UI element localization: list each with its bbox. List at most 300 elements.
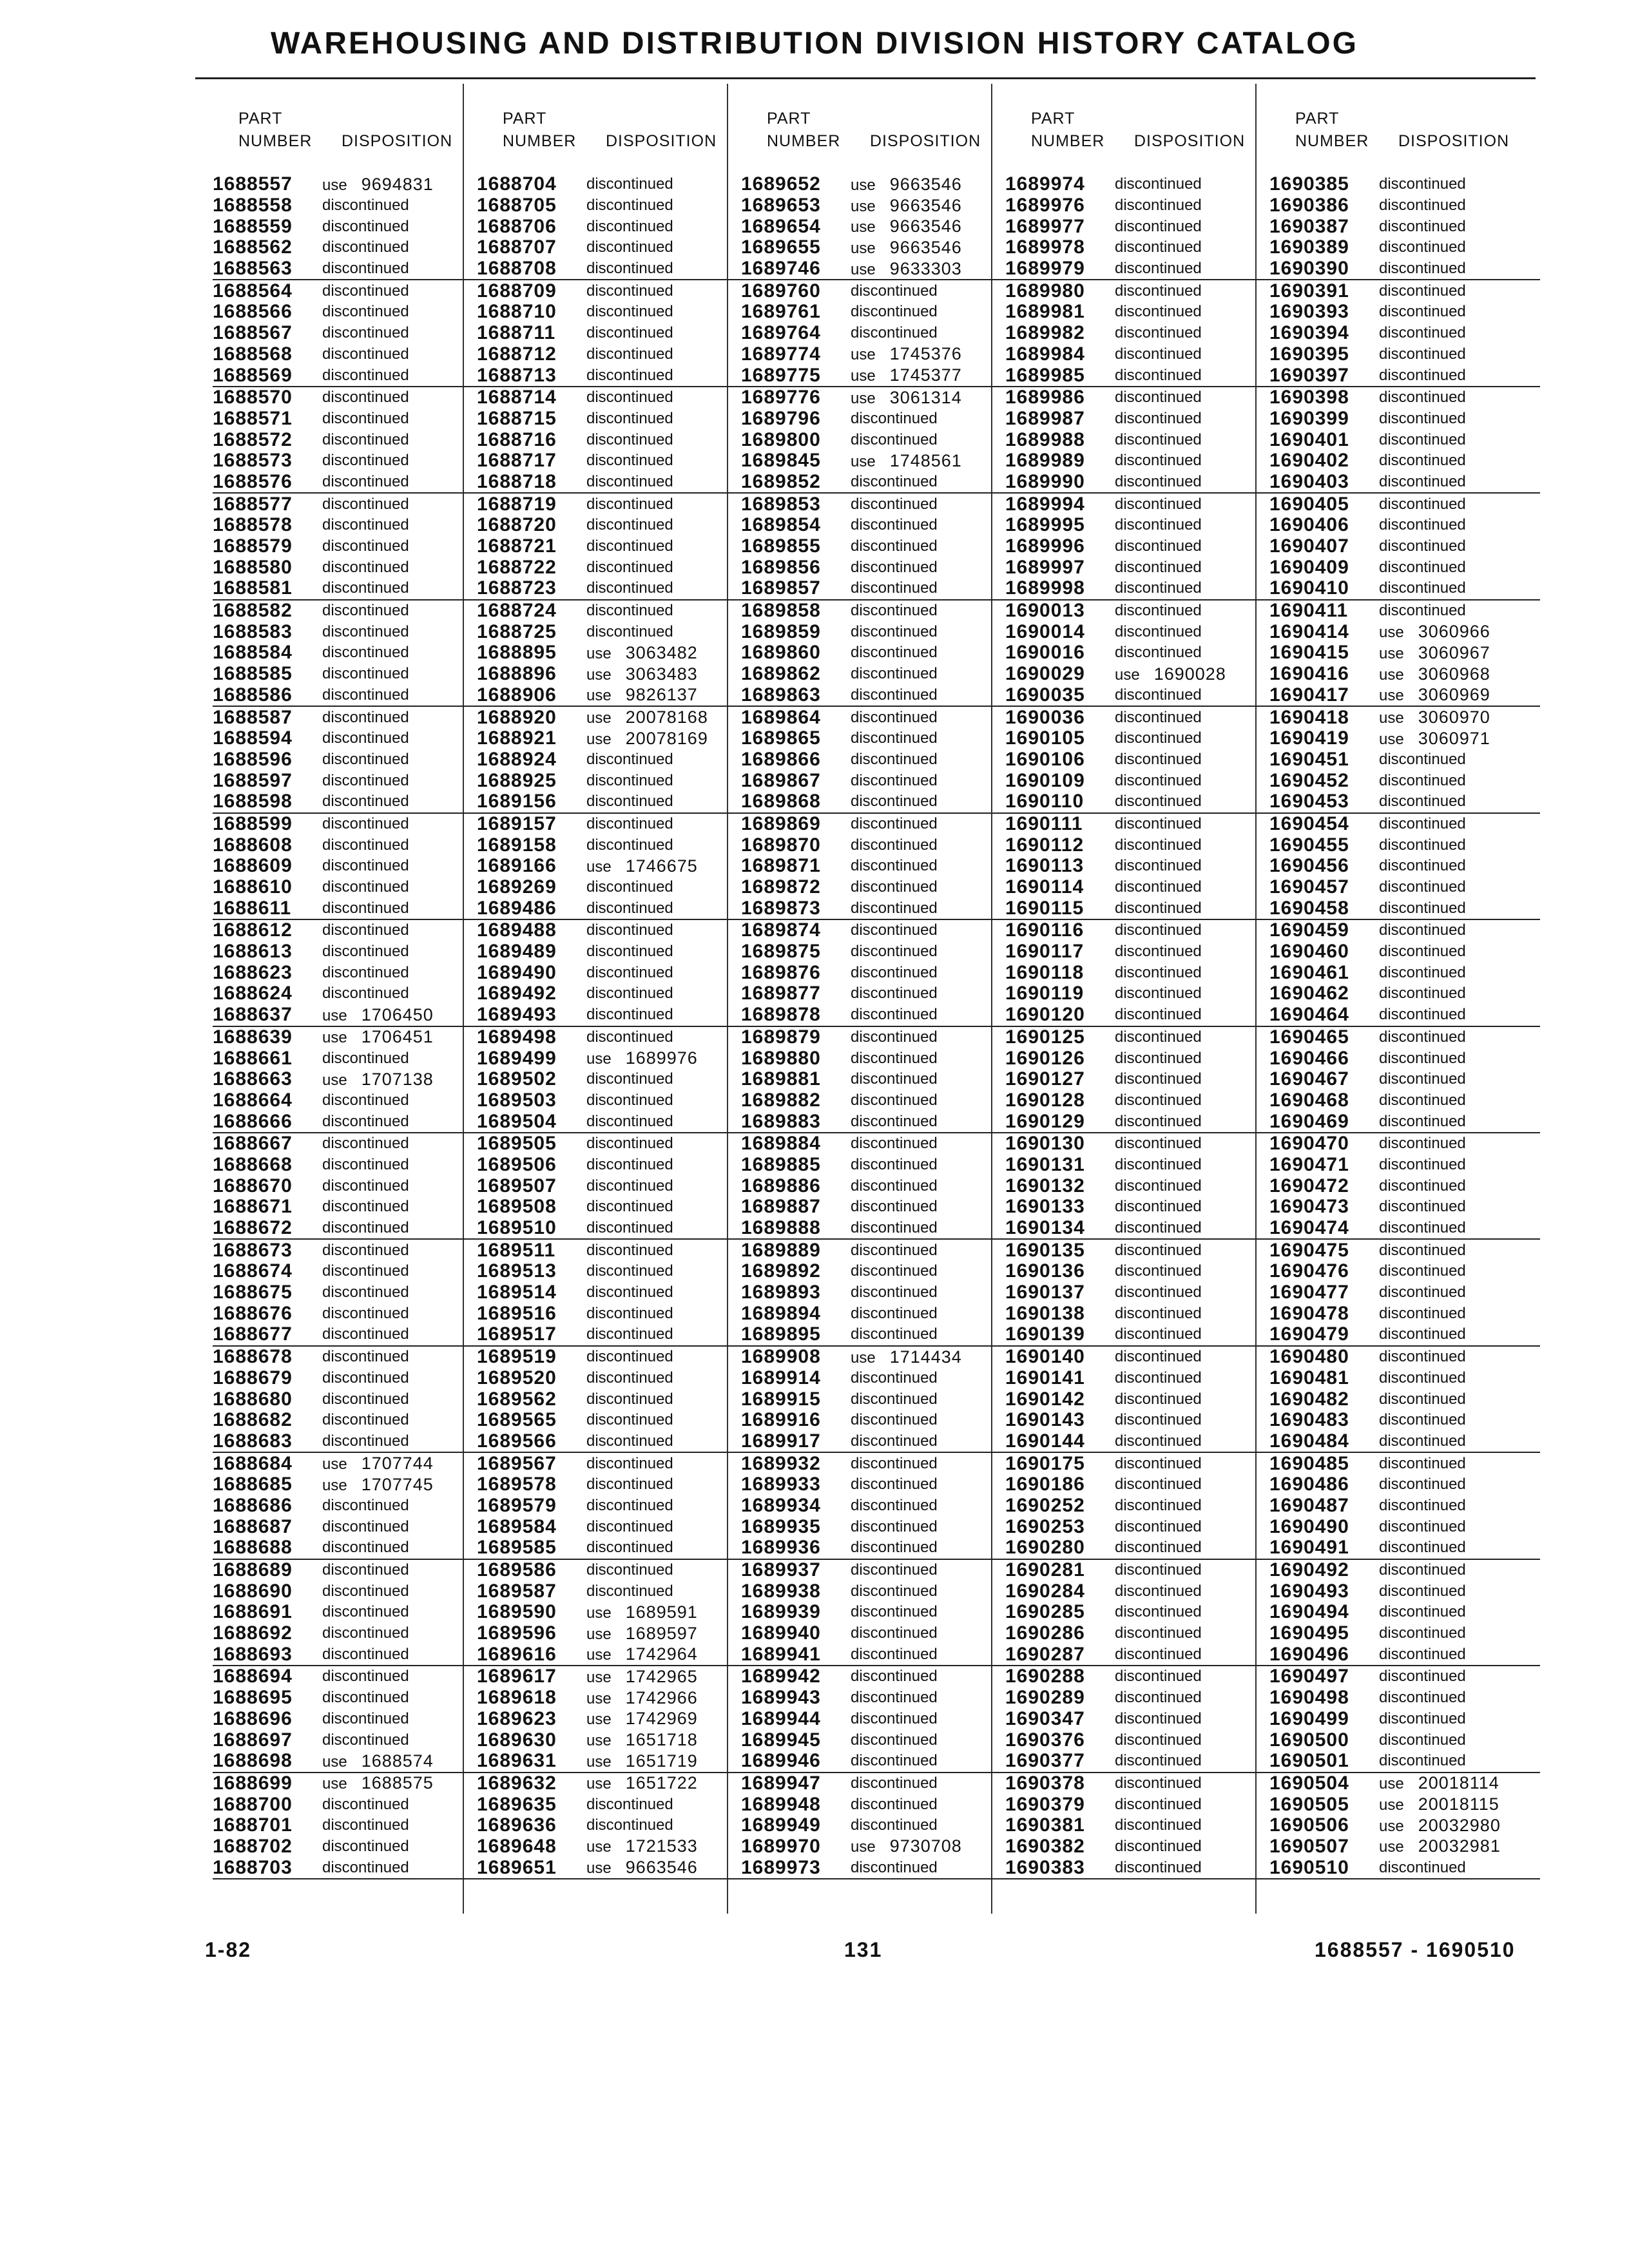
disposition-text: discontinued [586,1539,673,1557]
row-group [1005,920,1276,1026]
table-row [1005,1261,1276,1282]
disposition-text: discontinued [586,814,673,832]
disposition [1379,410,1466,428]
part-number: 1689505 [477,1133,557,1155]
replacement-part-number: 20032980 [1418,1815,1501,1835]
table-row [213,1644,483,1665]
disposition-text: discontinued [851,1709,938,1727]
part-number: 1688577 [213,493,293,515]
table-row [741,1175,1012,1196]
disposition [1115,729,1202,747]
disposition-text: discontinued [586,1006,673,1024]
disposition-text: discontinued [322,197,409,215]
table-row [1269,1389,1540,1410]
disposition-text: discontinued [586,324,673,342]
disposition-text: use [1379,1775,1404,1793]
part-number: 1690478 [1269,1302,1349,1324]
part-number: 1688705 [477,195,557,216]
disposition [851,1156,938,1174]
table-row [477,1794,747,1815]
table-row [741,791,1012,812]
disposition-text: discontinued [1115,1348,1202,1366]
table-row [741,621,1012,642]
part-number: 1690496 [1269,1643,1349,1665]
column-header [741,84,1012,174]
disposition [586,473,673,491]
table-row [741,450,1012,472]
disposition [1115,1710,1202,1728]
row-group [1005,601,1276,707]
disposition [1379,431,1466,449]
table-row [477,1474,747,1495]
footer-page-number: 131 [844,1938,883,1961]
disposition [586,238,673,256]
disposition-text: discontinued [1379,1517,1466,1535]
disposition [1379,559,1466,577]
row-group [477,601,747,707]
part-number: 1690410 [1269,577,1349,599]
part-number: 1689800 [741,428,821,450]
part-number: 1690135 [1005,1239,1085,1261]
disposition [1115,1774,1202,1792]
disposition [1379,1752,1466,1770]
disposition-text: discontinued [1379,1624,1466,1642]
part-number: 1688920 [477,706,557,728]
disposition-text: discontinued [322,1411,409,1429]
table-row [1269,195,1540,216]
disposition [851,238,962,258]
disposition [1115,495,1202,514]
disposition-text: discontinued [586,1135,673,1153]
table-row [477,1495,747,1517]
part-number: 1690029 [1005,663,1085,685]
disposition-text: discontinued [1379,175,1466,193]
replacement-part-number: 3060971 [1418,728,1490,748]
part-number: 1689915 [741,1388,821,1410]
part-number: 1689511 [477,1239,556,1261]
table-row [1269,216,1540,237]
table-row [477,302,747,323]
disposition-text: discontinued [1379,750,1466,768]
table-row [1005,280,1276,302]
part-number: 1690504 [1269,1772,1349,1794]
table-row [477,707,747,728]
table-row [213,1048,483,1069]
table-row [213,621,483,642]
table-row [213,1751,483,1772]
part-number: 1690458 [1269,897,1349,919]
table-row [1269,1069,1540,1090]
disposition-text: discontinued [322,366,409,384]
part-number: 1690126 [1005,1047,1085,1069]
row-group [1269,387,1540,494]
part-number: 1690035 [1005,684,1085,706]
part-number: 1689894 [741,1302,821,1324]
disposition [586,1644,698,1664]
disposition [322,1796,409,1814]
disposition-text: discontinued [851,579,938,597]
table-row [213,1410,483,1431]
disposition-text: discontinued [1115,836,1202,854]
disposition-text: discontinued [1379,345,1466,363]
disposition-text: discontinued [586,472,673,490]
part-number: 1689585 [477,1537,557,1559]
part-number: 1689882 [741,1089,821,1111]
table-row [1269,1836,1540,1858]
disposition [586,197,673,215]
disposition-text: discontinued [586,175,673,193]
disposition-text: discontinued [1115,430,1202,448]
disposition-text: discontinued [586,602,673,620]
disposition-text: discontinued [586,1432,673,1450]
part-number: 1690253 [1005,1515,1085,1537]
disposition-text: discontinued [1115,175,1202,193]
disposition [1115,964,1202,982]
disposition-text: discontinued [322,1091,409,1109]
disposition-text: discontinued [1115,1539,1202,1557]
part-number: 1690110 [1005,791,1084,812]
catalog-column [213,84,483,1879]
disposition-text: discontinued [586,622,673,640]
row-group [741,707,1012,813]
disposition [322,943,409,961]
part-number: 1690143 [1005,1409,1085,1431]
table-row [477,216,747,237]
disposition-text: discontinued [851,1325,938,1343]
table-row [477,429,747,450]
table-row [1269,1368,1540,1389]
part-number: 1689939 [741,1601,821,1623]
disposition [851,516,938,534]
part-number: 1689623 [477,1707,557,1729]
disposition-text: discontinued [1115,1667,1202,1686]
table-row [477,1175,747,1196]
part-number: 1689498 [477,1026,557,1048]
disposition [851,1050,938,1068]
replacement-part-number: 1690028 [1153,664,1226,684]
table-row [477,1836,747,1858]
part-number: 1689858 [741,600,821,622]
table-row [213,664,483,685]
disposition [1115,1646,1202,1664]
disposition [851,709,938,727]
disposition-text: discontinued [851,1070,938,1088]
disposition [1115,559,1202,577]
disposition-text: discontinued [1115,943,1202,961]
disposition [851,857,938,875]
disposition [1379,389,1466,407]
part-number: 1688637 [213,1004,293,1026]
row-group [213,1560,483,1666]
disposition-text: discontinued [586,303,673,321]
table-row [213,1794,483,1815]
replacement-part-number: 20018115 [1418,1794,1499,1814]
disposition [322,1731,409,1749]
table-row [741,1857,1012,1878]
table-row [477,1027,747,1048]
part-number: 1689859 [741,620,821,642]
table-row [1005,1773,1276,1794]
table-row [741,601,1012,622]
part-number: 1689986 [1005,387,1085,408]
disposition [1379,1070,1466,1088]
replacement-part-number: 3060970 [1418,707,1490,727]
disposition-text: discontinued [1115,857,1202,875]
disposition [851,1667,938,1686]
disposition-text: discontinued [851,516,938,534]
disposition [1379,1836,1501,1856]
table-row [213,450,483,472]
table-row [1269,983,1540,1004]
disposition-text: discontinued [586,516,673,534]
replacement-part-number: 1742964 [625,1644,698,1664]
disposition-text: discontinued [1115,516,1202,534]
table-row [213,515,483,536]
part-number: 1688718 [477,470,557,492]
row-group [1269,1027,1540,1133]
table-row [213,877,483,898]
disposition [1115,1731,1202,1749]
part-number: 1689269 [477,876,557,898]
part-number: 1689506 [477,1153,557,1175]
disposition [851,216,962,236]
part-number: 1688715 [477,407,557,429]
replacement-part-number: 3060968 [1418,664,1490,684]
disposition [1379,367,1466,385]
disposition [1115,664,1226,684]
disposition [851,1859,938,1877]
table-row [1005,472,1276,493]
disposition-text: discontinued [1379,899,1466,917]
part-number: 1689863 [741,684,821,706]
disposition-text: discontinued [322,1304,409,1322]
part-number: 1689984 [1005,343,1085,365]
part-number: 1689874 [741,919,821,941]
disposition [1379,1561,1466,1579]
disposition [1115,1006,1202,1024]
disposition-text: discontinued [322,452,409,470]
replacement-part-number: 1745376 [889,344,962,364]
disposition-text: discontinued [851,1262,938,1280]
table-row [477,1111,747,1132]
disposition-text: discontinued [1115,1454,1202,1472]
table-row [213,791,483,812]
table-row [1269,578,1540,599]
disposition-text: discontinued [322,1348,409,1366]
table-row [477,601,747,622]
disposition-text: discontinued [322,1624,409,1642]
part-number: 1688586 [213,684,293,706]
part-number: 1690469 [1269,1110,1349,1132]
disposition [1379,1390,1466,1408]
part-number: 1689492 [477,983,557,1004]
disposition-text: discontinued [586,921,673,939]
part-number: 1689796 [741,407,821,429]
part-number: 1688673 [213,1239,293,1261]
disposition [1115,1198,1202,1216]
table-row [741,1218,1012,1239]
part-number: 1689871 [741,855,821,877]
row-group [477,814,747,920]
disposition-text: discontinued [851,1283,938,1302]
disposition-text: discontinued [1379,1091,1466,1109]
disposition [851,1624,938,1642]
table-row [741,1687,1012,1709]
disposition-text: discontinued [322,1517,409,1535]
disposition [1115,303,1202,321]
disposition [1115,943,1202,961]
disposition-text: discontinued [1379,303,1466,321]
disposition-text: use [586,1753,612,1771]
disposition-text: discontinued [1115,1325,1202,1343]
row-group [741,1453,1012,1559]
disposition [851,1369,938,1387]
table-row [1005,1027,1276,1048]
table-row [1005,216,1276,237]
disposition [1115,1113,1202,1131]
table-row [1269,1709,1540,1730]
part-number: 1690391 [1269,280,1349,302]
disposition-text: discontinued [1115,345,1202,363]
table-row [1269,450,1540,472]
table-row [477,450,747,472]
row-group [741,494,1012,600]
part-number: 1688563 [213,258,293,280]
part-number: 1688557 [213,173,293,195]
disposition [586,1688,698,1708]
row-group [741,1560,1012,1666]
part-number: 1688587 [213,706,293,728]
table-row [741,408,1012,430]
part-number: 1688562 [213,236,293,258]
table-row [477,898,747,919]
part-number: 1689654 [741,215,821,237]
disposition-text: discontinued [851,1858,938,1876]
disposition-text: discontinued [1379,793,1466,811]
part-number: 1688719 [477,493,557,515]
table-row [741,728,1012,749]
disposition [586,836,673,854]
disposition-text: discontinued [851,1667,938,1686]
part-number: 1688573 [213,450,293,472]
part-number: 1690479 [1269,1323,1349,1345]
disposition [851,1752,938,1770]
disposition [851,1689,938,1707]
table-row [741,195,1012,216]
disposition-text: discontinued [851,1624,938,1642]
disposition-text: discontinued [322,878,409,896]
row-group [213,1133,483,1240]
table-row [213,814,483,835]
table-row [1005,983,1276,1004]
disposition-text: discontinued [322,324,409,342]
disposition [322,1603,409,1621]
disposition [1379,664,1490,684]
part-number: 1689493 [477,1004,557,1026]
disposition-text: discontinued [851,857,938,875]
disposition-text: discontinued [851,1135,938,1153]
table-row [1269,1175,1540,1196]
disposition-text: discontinued [1115,1091,1202,1109]
disposition-text: discontinued [1115,282,1202,300]
disposition [322,1219,409,1237]
table-row [1005,174,1276,195]
disposition [1379,1325,1466,1343]
table-row [1005,1495,1276,1517]
disposition [851,196,962,216]
disposition-text: discontinued [851,1496,938,1514]
part-number: 1690134 [1005,1217,1085,1239]
disposition [586,602,673,620]
part-number: 1690484 [1269,1430,1349,1452]
disposition-text: discontinued [586,1177,673,1195]
disposition [1379,793,1466,811]
column-header [477,84,747,174]
disposition [1379,197,1466,215]
disposition-text: discontinued [1115,1795,1202,1813]
disposition [1115,1411,1202,1429]
disposition-text: discontinued [1115,814,1202,832]
part-number: 1688610 [213,876,293,898]
table-row [1269,707,1540,728]
table-row [477,1687,747,1709]
disposition-text: discontinued [1379,217,1466,235]
table-row [1005,578,1276,599]
replacement-part-number: 9663546 [625,1858,698,1878]
disposition [1379,1497,1466,1515]
disposition [322,1242,409,1260]
table-row [477,365,747,386]
table-row [741,1516,1012,1537]
disposition [586,1411,673,1429]
disposition [1115,836,1202,854]
disposition-text: use [586,1646,612,1664]
table-row [1005,1282,1276,1303]
part-number: 1688724 [477,600,557,622]
table-row [1269,1196,1540,1218]
part-number: 1688722 [477,556,557,578]
replacement-part-number: 3063482 [625,642,698,662]
part-number: 1689881 [741,1068,821,1090]
part-number: 1690475 [1269,1239,1349,1261]
disposition-text: use [586,730,612,748]
table-row [477,1282,747,1303]
part-number: 1689864 [741,706,821,728]
table-row [1269,1303,1540,1324]
disposition [851,1242,938,1260]
part-number: 1689855 [741,535,821,557]
part-number: 1690419 [1269,727,1349,749]
disposition-text: discontinued [1379,1219,1466,1237]
disposition [851,175,962,195]
disposition [322,324,409,342]
disposition-text: discontinued [586,985,673,1003]
part-number: 1688566 [213,301,293,323]
disposition-text: discontinued [1379,1177,1466,1195]
table-row [213,983,483,1004]
disposition-text: discontinued [322,1795,409,1813]
disposition [586,1091,673,1110]
table-row [1005,344,1276,365]
disposition [851,1796,938,1814]
disposition-text: discontinued [322,345,409,363]
part-number: 1688895 [477,642,557,664]
table-row [1005,898,1276,919]
table-row [1269,515,1540,536]
disposition [851,1091,938,1110]
disposition-text: discontinued [1115,260,1202,278]
table-row [213,1090,483,1111]
